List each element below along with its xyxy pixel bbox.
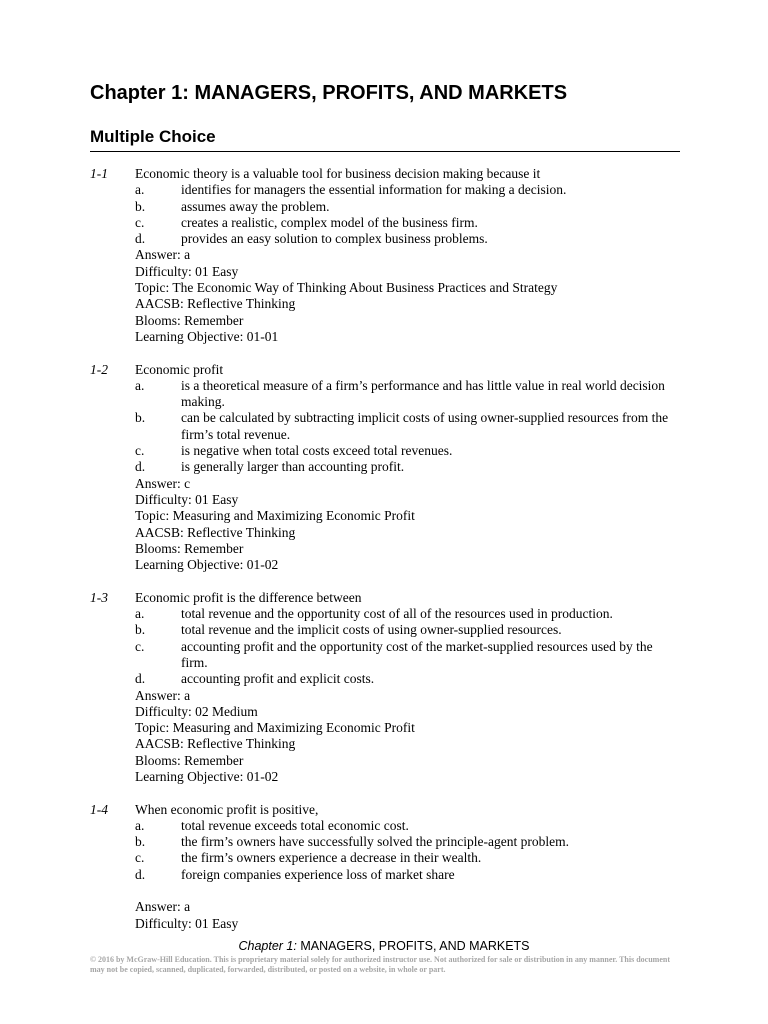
section-title: Multiple Choice <box>90 127 216 146</box>
copyright-notice: © 2016 by McGraw-Hill Education. This is proprietary material solely for authorized instructor use. Not authorized for sale or distribution in any manner. This document may not be copied, scanned, duplicated, forwarded, distributed, or posted on a website, in whole or part. <box>90 955 670 974</box>
answer-option <box>135 378 680 411</box>
option-text: is generally larger than accounting profit. <box>181 459 405 475</box>
answer-option <box>135 850 680 866</box>
question-number: 1-3 <box>90 589 108 605</box>
footer-chapter-prefix: Chapter 1: <box>238 939 297 953</box>
learning-objective: Learning Objective: 01-02 <box>135 557 279 573</box>
option-text: is a theoretical measure of a firm’s performance and has little value in real world decision making. <box>181 377 665 410</box>
question-number: 1-4 <box>90 801 108 817</box>
option-text: creates a realistic, complex model of the business firm. <box>181 214 478 230</box>
option-text: the firm’s owners have successfully solved the principle-agent problem. <box>181 834 570 850</box>
answer-option <box>135 834 680 850</box>
option-text: is negative when total costs exceed total revenues. <box>181 443 453 459</box>
difficulty-label: Difficulty: 02 Medium <box>135 703 258 719</box>
learning-objective: Learning Objective: 01-01 <box>135 328 279 344</box>
option-letter: c. <box>135 214 145 230</box>
footer-chapter-name: MANAGERS, PROFITS, AND MARKETS <box>296 939 530 953</box>
difficulty-label: Difficulty: 01 Easy <box>135 491 239 507</box>
answer-option <box>135 639 680 672</box>
answer-option <box>135 459 680 475</box>
question-1-2 <box>0 362 768 574</box>
option-text: total revenue and the implicit costs of using owner-supplied resources. <box>181 622 562 638</box>
option-letter: b. <box>135 622 146 638</box>
option-letter: d. <box>135 866 146 882</box>
blank-line <box>135 883 680 899</box>
question-number: 1-2 <box>90 361 108 377</box>
question-stem: Economic profit is the difference between <box>135 589 362 605</box>
aacsb-label: AACSB: Reflective Thinking <box>135 524 296 540</box>
difficulty-label: Difficulty: 01 Easy <box>135 263 239 279</box>
option-letter: d. <box>135 459 146 475</box>
answer-option <box>135 215 680 231</box>
option-letter: b. <box>135 410 146 426</box>
option-letter: d. <box>135 231 146 247</box>
answer-key: Answer: a <box>135 899 191 915</box>
question-stem: Economic profit <box>135 361 224 377</box>
answer-option <box>135 622 680 638</box>
option-text: accounting profit and explicit costs. <box>181 671 375 687</box>
answer-option <box>135 606 680 622</box>
answer-option <box>135 410 680 443</box>
option-letter: a. <box>135 182 145 198</box>
question-stem: Economic theory is a valuable tool for business decision making because it <box>135 166 541 181</box>
option-text: identifies for managers the essential information for making a decision. <box>181 182 567 198</box>
option-text: total revenue exceeds total economic cost. <box>181 817 409 833</box>
option-letter: d. <box>135 671 146 687</box>
learning-objective: Learning Objective: 01-02 <box>135 768 279 784</box>
option-text: total revenue and the opportunity cost of all of the resources used in production. <box>181 606 613 622</box>
option-letter: a. <box>135 377 145 393</box>
option-text: provides an easy solution to complex business problems. <box>181 231 488 247</box>
blooms-label: Blooms: Remember <box>135 752 244 768</box>
blooms-label: Blooms: Remember <box>135 540 244 556</box>
option-letter: c. <box>135 638 145 654</box>
answer-option <box>135 818 680 834</box>
section-divider <box>90 151 680 152</box>
question-stem: When economic profit is positive, <box>135 801 319 817</box>
aacsb-label: AACSB: Reflective Thinking <box>135 736 296 752</box>
question-number: 1-1 <box>90 166 108 181</box>
answer-key: Answer: a <box>135 687 191 703</box>
option-text: foreign companies experience loss of market share <box>181 866 455 882</box>
topic-label: Topic: Measuring and Maximizing Economic Profit <box>135 720 415 736</box>
aacsb-label: AACSB: Reflective Thinking <box>135 296 296 312</box>
answer-key: Answer: c <box>135 475 191 491</box>
running-footer <box>0 939 768 953</box>
difficulty-label: Difficulty: 01 Easy <box>135 915 239 931</box>
option-text: assumes away the problem. <box>181 198 330 214</box>
blooms-label: Blooms: Remember <box>135 312 244 328</box>
chapter-title: Chapter 1: MANAGERS, PROFITS, AND MARKETS <box>90 82 568 104</box>
option-letter: a. <box>135 817 145 833</box>
answer-option <box>135 443 680 459</box>
answer-option <box>135 182 680 198</box>
option-letter: b. <box>135 834 146 850</box>
answer-option <box>135 231 680 247</box>
option-letter: c. <box>135 443 145 459</box>
topic-label: Topic: Measuring and Maximizing Economic Profit <box>135 508 415 524</box>
option-letter: a. <box>135 606 145 622</box>
option-text: the firm’s owners experience a decrease in their wealth. <box>181 850 482 866</box>
answer-option <box>135 671 680 687</box>
answer-option <box>135 199 680 215</box>
question-1-1 <box>0 166 768 345</box>
question-1-3 <box>0 590 768 786</box>
answer-key: Answer: a <box>135 247 191 263</box>
question-1-4 <box>0 802 768 932</box>
option-letter: c. <box>135 850 145 866</box>
option-letter: b. <box>135 198 146 214</box>
option-text: accounting profit and the opportunity cost of the market-supplied resources used by the firm. <box>181 638 653 670</box>
question-list <box>0 166 768 948</box>
answer-option <box>135 867 680 883</box>
option-text: can be calculated by subtracting implicit costs of using owner-supplied resources from the firm’s total revenue. <box>181 410 669 442</box>
topic-label: Topic: The Economic Way of Thinking About Business Practices and Strategy <box>135 280 558 296</box>
